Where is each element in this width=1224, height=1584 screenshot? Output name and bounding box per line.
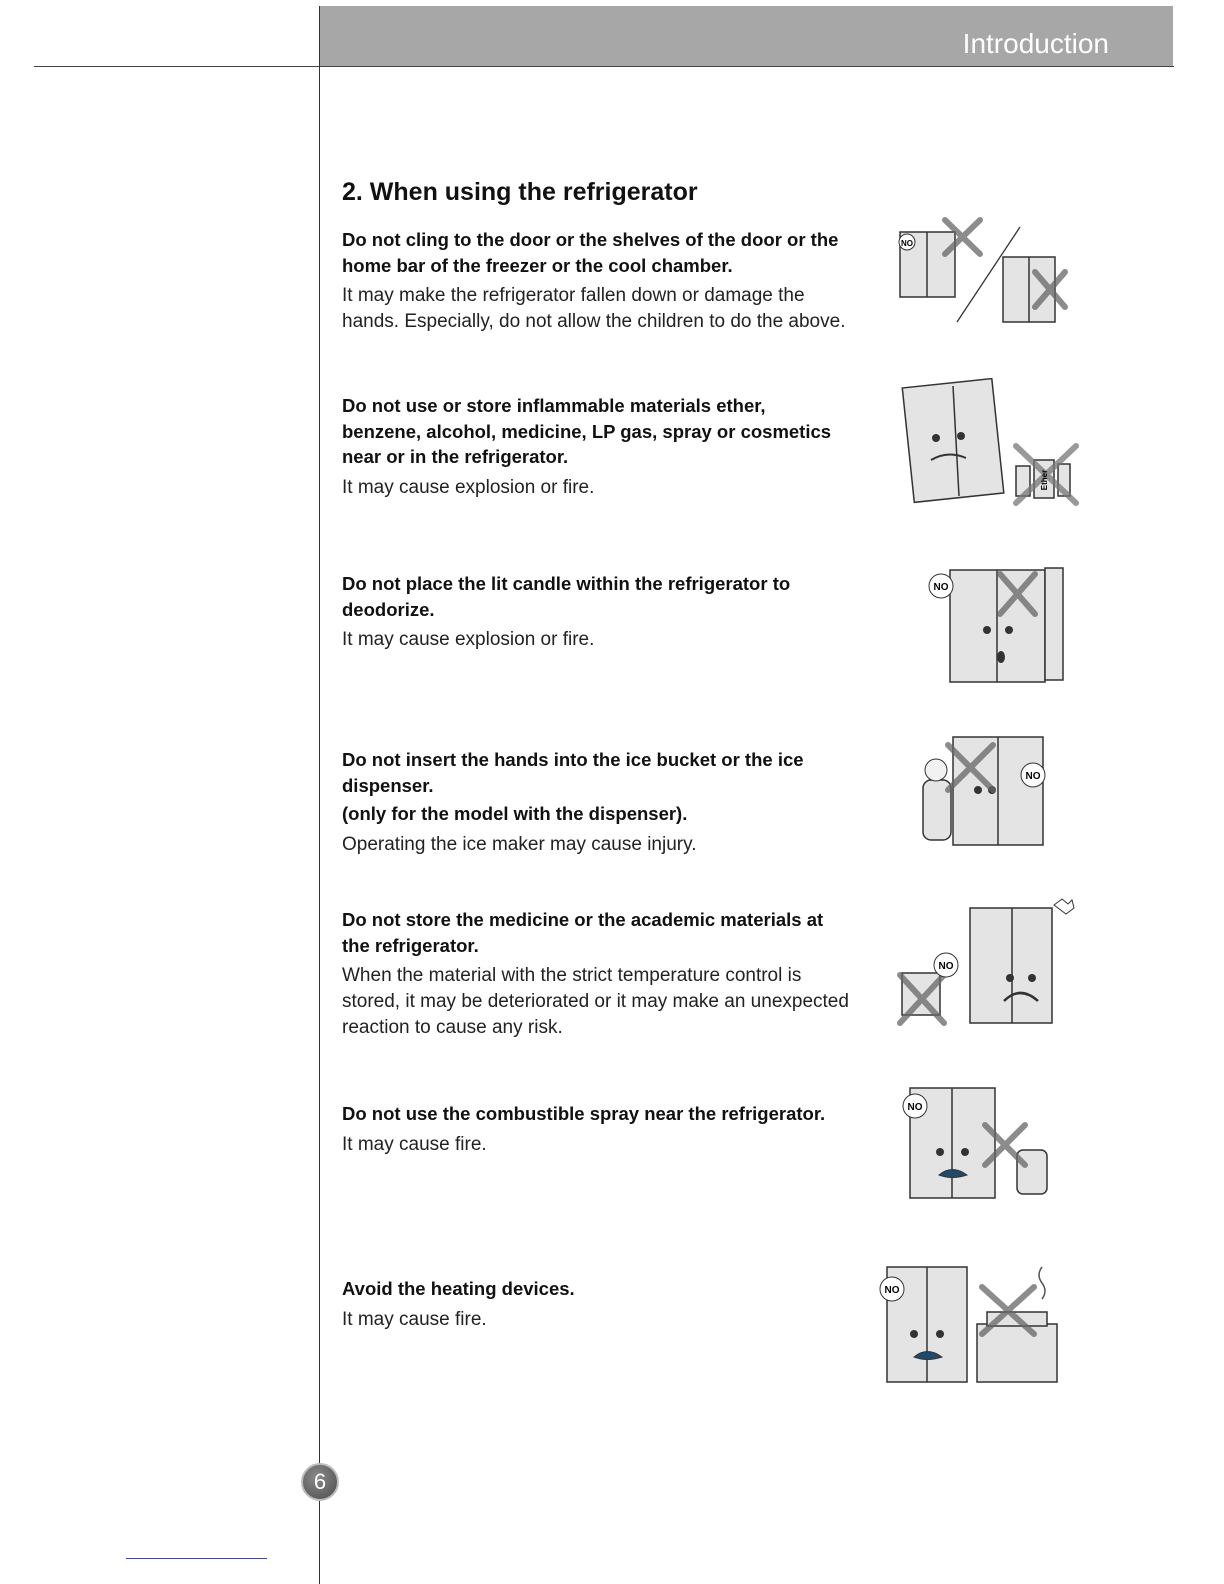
- warning-text: Do not store the medicine or the academic materials at the refrigerator.: [342, 909, 824, 956]
- illustration-cling-door: [885, 212, 1085, 327]
- section-title: 2. When using the refrigerator: [342, 178, 698, 206]
- explanation-text: It may cause fire.: [342, 1308, 487, 1330]
- explanation-text: It may cause fire.: [342, 1133, 487, 1155]
- no-sign-label: NO: [1025, 771, 1041, 782]
- no-sign-label: NO: [901, 239, 913, 248]
- illustration-medicine: [892, 893, 1077, 1033]
- illustration-ice-dispenser: [918, 735, 1053, 850]
- warning-text: Do not insert the hands into the ice bucket or the ice dispenser. (only for the model with the dispenser).: [342, 749, 804, 824]
- warning-text: Do not place the lit candle within the refrigerator to deodorize.: [342, 573, 791, 620]
- warning-text: Do not cling to the door or the shelves of the door or the home bar of the freezer or the cool chamber.: [342, 229, 839, 276]
- warning-item-cling: [342, 227, 872, 335]
- warning-text: Do not use the combustible spray near the refrigerator.: [342, 1103, 826, 1124]
- warning-item-spray: [342, 1101, 872, 1158]
- illustration-inflammable: [866, 378, 1088, 510]
- ether-label: Ether: [1040, 469, 1049, 491]
- warning-item-candle: [342, 571, 872, 653]
- warning-item-medicine: [342, 907, 882, 1041]
- illustration-candle: [905, 562, 1070, 687]
- warning-item-heating: [342, 1276, 872, 1333]
- chapter-title: Introduction: [962, 28, 1109, 59]
- explanation-text: When the material with the strict temperature control is stored, it may be deteriorated or it may make an unexpected reaction to cause any risk.: [342, 965, 849, 1038]
- illustration-heating: [862, 1262, 1067, 1387]
- header-divider: [34, 66, 1174, 67]
- explanation-text: It may make the refrigerator fallen down or damage the hands. Especially, do not allow the children to do the above.: [342, 285, 846, 332]
- explanation-text: It may cause explosion or fire.: [342, 629, 595, 650]
- warning-item-ice-dispenser: [342, 747, 872, 858]
- explanation-text: Operating the ice maker may cause injury.: [342, 833, 697, 855]
- warning-text: Avoid the heating devices.: [342, 1278, 575, 1299]
- no-sign-label: NO: [938, 961, 954, 972]
- no-sign-label: NO: [907, 1102, 923, 1113]
- no-sign-label: NO: [884, 1285, 900, 1296]
- illustration-spray: [885, 1080, 1060, 1202]
- warning-item-inflammable: [342, 393, 872, 501]
- margin-rule: [319, 6, 320, 1584]
- page-number: 6: [301, 1463, 339, 1501]
- warning-text: Do not use or store inflammable materials ether, benzene, alcohol, medicine, LP gas, spray or cosmetics near or in the refrigerator.: [342, 395, 832, 467]
- no-sign-label: NO: [933, 582, 949, 593]
- explanation-text: It may cause explosion or fire.: [342, 476, 595, 498]
- footer-link-rule: [126, 1558, 267, 1559]
